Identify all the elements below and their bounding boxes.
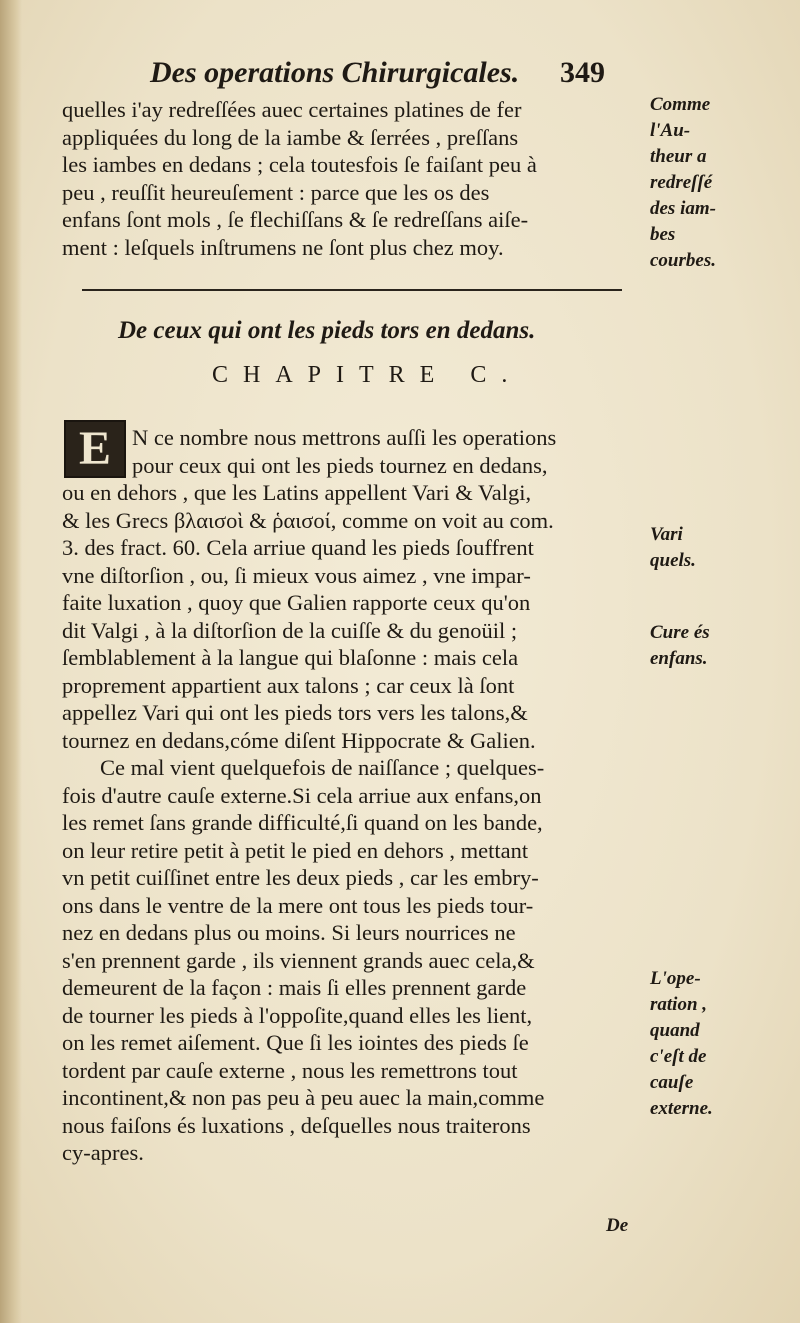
text-line: ons dans le ventre de la mere ont tous les pieds tour- xyxy=(62,892,534,918)
text-line: N ce nombre nous mettrons auſſi les operations xyxy=(132,425,557,450)
text-line: faite luxation , quoy que Galien rapporte ceux qu'on xyxy=(62,590,531,615)
text-line: demeurent de la façon : mais ſi elles prennent garde xyxy=(62,975,527,1000)
first-paragraph xyxy=(62,424,652,754)
margin-note-line: bes xyxy=(650,224,676,245)
margin-note-line: quand xyxy=(650,1020,700,1041)
margin-note-line: Comme xyxy=(650,94,711,115)
margin-note-line: theur a xyxy=(650,146,707,167)
text-line: vn petit cuiſſinet entre les deux pieds , car les embry- xyxy=(62,865,539,890)
top-paragraph xyxy=(62,96,652,261)
margin-note-line: courbes. xyxy=(650,250,716,271)
margin-note-line: redreſſé xyxy=(650,172,713,193)
margin-note-line: enfans. xyxy=(650,648,708,669)
drop-cap: E xyxy=(64,420,126,478)
text-line: proprement appartient aux talons ; car ceux là ſont xyxy=(62,672,515,698)
margin-note-line: quels. xyxy=(650,550,696,571)
text-line: quelles i'ay redreſſées auec certaines platines de fer xyxy=(62,97,522,122)
text-line: nous faiſons és luxations , deſquelles nous traiterons xyxy=(62,1112,531,1138)
margin-note-comme xyxy=(650,92,792,274)
text-line: on leur retire petit à petit le pied en dehors , mettant xyxy=(62,837,529,863)
section-title: De ceux qui ont les pieds tors en dedans. xyxy=(118,317,536,344)
text-line: cy-apres. xyxy=(62,1140,144,1165)
horizontal-rule xyxy=(82,289,622,291)
margin-note-line: des iam- xyxy=(650,198,716,219)
text-line: ſemblablement à la langue qui blaſonne : mais cela xyxy=(62,645,519,670)
running-header xyxy=(150,56,670,96)
text-line: tordent par cauſe externe , nous les remettrons tout xyxy=(62,1057,518,1083)
text-line: de tourner les pieds à l'oppoſite,quand elles les lient, xyxy=(62,1002,533,1028)
text-line: appliquées du long de la iambe & ſerrées , preſſans xyxy=(62,124,519,150)
margin-note-line: Cure és xyxy=(650,622,710,643)
margin-note-line: L'ope- xyxy=(650,968,701,989)
text-line: pour ceux qui ont les pieds tournez en dedans, xyxy=(132,452,548,478)
chapter-heading: CHAPITRE C. xyxy=(212,362,523,388)
running-title: Des operations Chirurgicales. xyxy=(150,56,520,89)
text-line: appellez Vari qui ont les pieds tors vers les talons,& xyxy=(62,700,528,725)
margin-note-line: Vari xyxy=(650,524,683,545)
text-line: s'en prennent garde , ils viennent grands auec cela,& xyxy=(62,947,535,973)
text-line: 3. des fract. 60. Cela arriue quand les pieds ſouffrent xyxy=(62,535,534,560)
text-line: enfans ſont mols , ſe flechiſſans & ſe redreſſans aiſe- xyxy=(62,207,529,232)
text-line: incontinent,& non pas peu à peu auec la main,comme xyxy=(62,1085,545,1110)
second-paragraph xyxy=(62,754,652,1167)
margin-note-line: ration , xyxy=(650,994,708,1015)
text-line: nez en dedans plus ou moins. Si leurs nourrices ne xyxy=(62,920,516,945)
text-line: les iambes en dedans ; cela toutesfois ſe faiſant peu à xyxy=(62,152,537,177)
margin-note-operation xyxy=(650,966,792,1122)
page-number: 349 xyxy=(560,56,605,89)
margin-note-vari xyxy=(650,522,792,574)
text-line: Ce mal vient quelquefois de naiſſance ; quelques- xyxy=(100,755,545,780)
text-line: les remet ſans grande difficulté,ſi quand on les bande, xyxy=(62,810,543,835)
text-line: vne diſtorſion , ou, ſi mieux vous aimez , vne impar- xyxy=(62,562,531,588)
text-line: ou en dehors , que les Latins appellent Vari & Valgi, xyxy=(62,480,532,505)
margin-note-line: l'Au- xyxy=(650,120,691,141)
page-binding-edge xyxy=(0,0,22,1323)
text-line: peu , reuſſit heureuſement : parce que les os des xyxy=(62,179,490,205)
margin-note-line: externe. xyxy=(650,1098,713,1119)
catchword: De xyxy=(606,1215,629,1236)
text-line: fois d'autre cauſe externe.Si cela arriue aux enfans,on xyxy=(62,782,542,808)
text-line: on les remet aiſement. Que ſi les iointes des pieds ſe xyxy=(62,1030,529,1055)
text-line: dit Valgi , à la diſtorſion de la cuiſſe & du genoüil ; xyxy=(62,617,518,643)
text-line: & les Grecs βλαισοὶ & ῥαισοί, comme on voit au com. xyxy=(62,507,554,533)
text-line: ment : leſquels inſtrumens ne ſont plus chez moy. xyxy=(62,234,504,260)
margin-note-line: c'eſt de xyxy=(650,1046,707,1067)
margin-note-line: cauſe xyxy=(650,1072,694,1093)
margin-note-cure xyxy=(650,620,792,672)
text-line: tournez en dedans,cóme diſent Hippocrate & Galien. xyxy=(62,727,536,753)
